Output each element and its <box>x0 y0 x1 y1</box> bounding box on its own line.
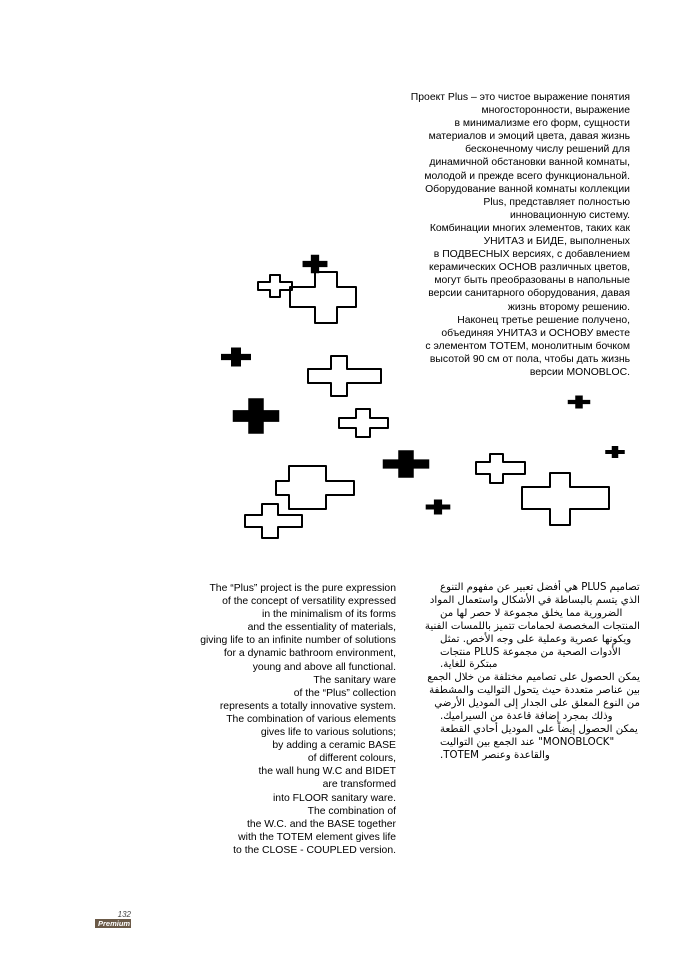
solid-plus-icon <box>303 255 328 274</box>
text-line: by adding a ceramic BASE <box>272 740 396 752</box>
text-line: يمكن الحصول إيضاً على الموديل أحادي القطعة <box>440 723 638 735</box>
text-line: الأدوات الصحية من مجموعة PLUS منتجات <box>440 646 621 658</box>
page-number: 132 <box>117 910 131 919</box>
text-line: "MONOBLOCK" عند الجمع بين التواليت <box>440 736 615 748</box>
text-line: for a dynamic bathroom environment, <box>223 648 396 660</box>
text-line: مبتكرة للغاية. <box>440 659 498 671</box>
text-line: من النوع المعلق على الجدار إلى الموديل الأرضي <box>434 698 640 710</box>
text-line: могут быть преобразованы в напольные <box>434 275 630 287</box>
text-line: to the CLOSE - COUPLED version. <box>233 844 396 856</box>
text-line: الذي يتسم بالبساطة في الأشكال واستعمال المواد <box>429 594 640 606</box>
text-line: многосторонности, выражение <box>481 105 630 117</box>
text-line: represents a totally innovative system. <box>219 700 396 712</box>
text-line: The combination of <box>307 805 396 817</box>
text-line: into FLOOR sanitary ware. <box>273 792 396 804</box>
text-line: Наконец третье решение получено, <box>457 314 630 326</box>
text-line: الضرورية مما يخلق مجموعة لا حصر لها من <box>440 607 623 619</box>
text-line: young and above all functional. <box>252 661 396 673</box>
text-line: бесконечному числу решений для <box>465 144 630 156</box>
text-line: in the minimalism of its forms <box>262 609 396 621</box>
text-line: версии санитарного оборудования, давая <box>428 288 630 300</box>
text-line: تصاميم PLUS هي أفضل تعبير عن مفهوم التنوع <box>440 582 640 593</box>
outline-plus-icon <box>290 272 356 323</box>
text-line: of the concept of versatility expressed <box>222 596 396 608</box>
text-line: материалов и эмоций цвета, давая жизнь <box>428 131 630 143</box>
outline-plus-icon <box>339 409 388 437</box>
text-line: والقاعدة وعنصر TOTEM. <box>440 749 550 761</box>
text-line: в ПОДВЕСНЫХ версиях, с добавлением <box>433 249 630 261</box>
text-line: The combination of various elements <box>226 713 396 725</box>
text-line: The sanitary ware <box>313 674 396 686</box>
text-line: and the essentiality of materials, <box>247 622 396 634</box>
text-line: инновационную систему. <box>509 209 630 221</box>
solid-plus-icon <box>426 500 451 515</box>
russian-description <box>372 91 630 379</box>
text-line: Оборудование ванной комнаты коллекции <box>425 183 630 195</box>
outline-plus-icon <box>522 473 609 525</box>
text-line: the wall hung W.C and BIDET <box>258 766 396 778</box>
text-line: УНИТАЗ и БИДЕ, выполненых <box>483 236 630 248</box>
text-line: Plus, представляет полностью <box>483 196 630 208</box>
text-line: Комбинации многих элементов, таких как <box>429 222 630 234</box>
page-footer <box>95 910 131 928</box>
text-line: объединяя УНИТАЗ и ОСНОВУ вместе <box>441 327 630 339</box>
text-line: of different colours, <box>307 753 396 765</box>
outline-plus-icon <box>276 466 354 509</box>
text-line: Проект Plus – это чистое выражение понятия <box>410 92 630 103</box>
solid-plus-icon <box>383 450 430 478</box>
text-line: молодой и прежде всего функциональной. <box>424 170 630 182</box>
solid-plus-icon <box>605 446 625 458</box>
text-line: the W.C. and the BASE together <box>246 818 396 830</box>
english-description <box>190 582 396 857</box>
text-line: версии MONOBLOC. <box>529 366 630 378</box>
text-line: with the TOTEM element gives life <box>238 831 396 843</box>
text-line: ويكونها عصرية وعملية على وجه الأخص. تمثل <box>440 633 632 645</box>
text-line: are transformed <box>322 779 396 791</box>
text-line: с элементом TOTEM, монолитным бочком <box>425 340 630 352</box>
text-line: высотой 90 см от пола, чтобы дать жизнь <box>429 353 630 365</box>
text-line: بين عناصر متعددة حيث يتحول التواليت والمشطفة <box>429 685 640 697</box>
outline-plus-icon <box>258 275 292 297</box>
text-line: динамичной обстановки ванной комнаты, <box>429 157 630 169</box>
arabic-description <box>424 582 640 763</box>
text-line: giving life to an infinite number of solutions <box>200 635 396 647</box>
outline-plus-icon <box>476 454 525 483</box>
outline-plus-icon <box>308 356 381 396</box>
solid-plus-icon <box>221 348 251 367</box>
text-line: وذلك بمجرد إضافة قاعدة من السيراميك. <box>440 711 613 723</box>
text-line: керамических ОСНОВ различных цветов, <box>428 262 630 274</box>
text-line: المنتجات المخصصة لحمامات تتميز باللمسات الفنية <box>424 620 640 632</box>
text-line: жизнь второму решению. <box>507 301 630 313</box>
premium-badge: Premium <box>95 919 131 928</box>
text-line: The “Plus” project is the pure expression <box>209 583 396 594</box>
solid-plus-icon <box>233 398 280 433</box>
text-line: gives life to various solutions; <box>260 727 396 739</box>
text-line: of the “Plus” collection <box>293 687 396 699</box>
text-line: يمكن الحصول على تصاميم مختلفة من خلال الجمع <box>427 672 640 684</box>
solid-plus-icon <box>568 396 591 409</box>
text-line: в минимализме его форм, сущности <box>454 118 630 130</box>
